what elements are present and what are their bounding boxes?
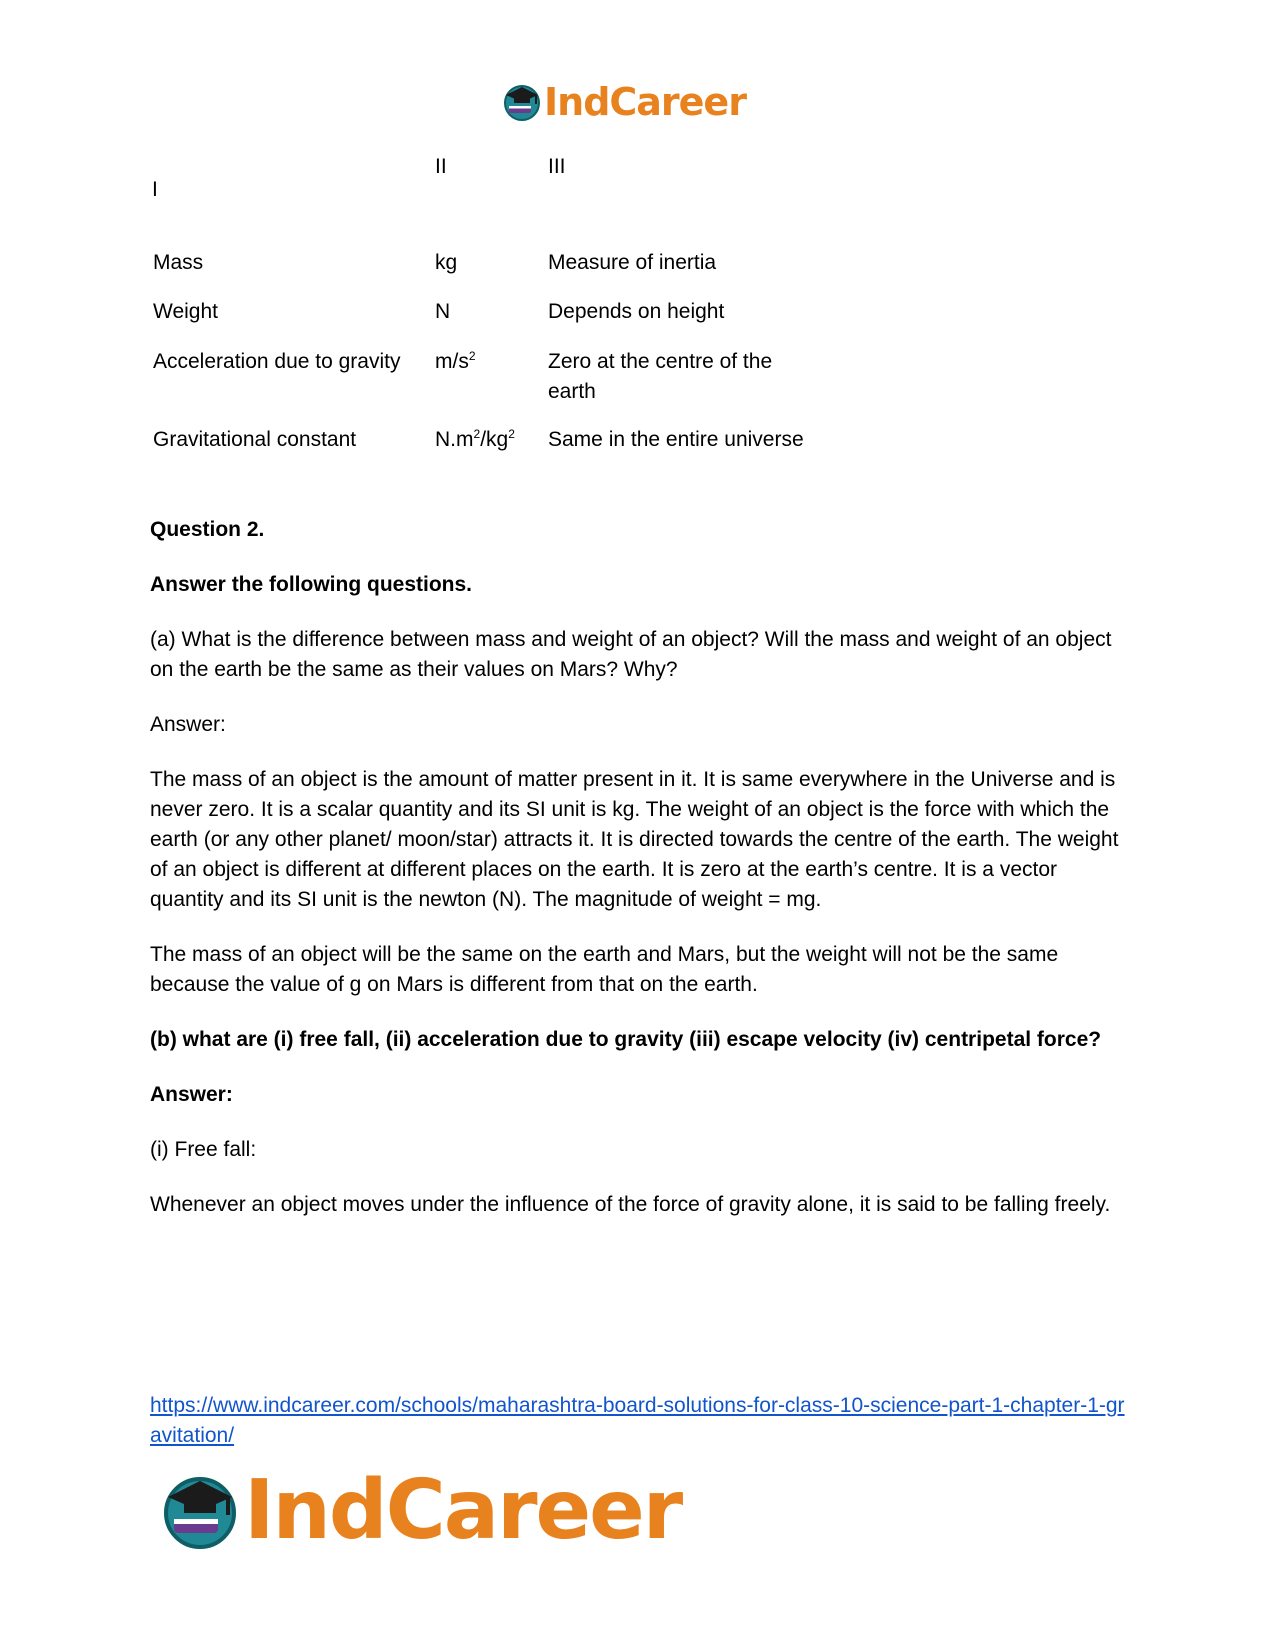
answer-paragraph: The mass of an object will be the same on the earth and Mars, but the weight will not be the same because the value of g on Mars is different from that on the earth. bbox=[150, 943, 1059, 996]
table-cell-unit: $m/s^2$ bbox=[435, 349, 476, 373]
question-a-text: (a) What is the difference between mass and weight of an object? Will the mass and weight of an object on the earth be the same as their values on Mars? Why? bbox=[150, 628, 1112, 681]
table-cell-unit: kg bbox=[435, 251, 458, 274]
table-cell-unit: N bbox=[435, 300, 451, 323]
answer-label: Answer: bbox=[150, 713, 226, 736]
table-cell-quantity: Weight bbox=[153, 300, 218, 323]
sub-answer-label: (i) Free fall: bbox=[150, 1138, 257, 1161]
table-cell-quantity: Acceleration due to gravity bbox=[153, 350, 401, 373]
table-cell-property: Depends on height bbox=[548, 300, 725, 323]
question-instruction: Answer the following questions. bbox=[150, 573, 473, 596]
table-cell-property: Measure of inertia bbox=[548, 251, 717, 274]
answer-label: Answer: bbox=[150, 1083, 233, 1106]
answer-paragraph: Whenever an object moves under the influence of the force of gravity alone, it is said to be falling freely. bbox=[150, 1193, 1111, 1216]
table-cell-quantity: Mass bbox=[153, 251, 204, 274]
logo-text: IndCareer bbox=[544, 80, 746, 124]
answer-paragraph: The mass of an object is the amount of matter present in it. It is same everywhere in the Universe and is never zero. It is a scalar quantity and its SI unit is kg. The weight of an object is the force with which the earth (or any other planet/ moon/star) attracts it. It is directed towards the centre of the earth. The weight of an object is different at different places on the earth. It is zero at the earth’s centre. It is a vector quantity and its SI unit is the newton (N). The magnitude of weight = mg. bbox=[150, 768, 1119, 911]
graduation-cap-globe-icon bbox=[502, 82, 542, 122]
table-header-col-1: I bbox=[152, 178, 158, 201]
question-b-text: (b) what are (i) free fall, (ii) acceleration due to gravity (iii) escape velocity (iv) centripetal force? bbox=[150, 1028, 1102, 1051]
table-cell-unit: $N.m^2/kg^2$ bbox=[435, 427, 515, 451]
graduation-cap-globe-icon bbox=[160, 1471, 240, 1551]
question-heading: Question 2. bbox=[150, 518, 265, 541]
table-header-col-3: III bbox=[548, 155, 566, 178]
document-body bbox=[150, 515, 1135, 1245]
header-logo bbox=[502, 80, 746, 124]
table-cell-property: Zero at the centre of the earth bbox=[548, 350, 773, 403]
table-cell-property: Same in the entire universe bbox=[548, 428, 804, 451]
logo-text: IndCareer bbox=[244, 1463, 682, 1558]
table-header-col-2: II bbox=[435, 155, 447, 178]
table-cell-quantity: Gravitational constant bbox=[153, 428, 357, 451]
footer-logo bbox=[160, 1463, 681, 1558]
source-url-link[interactable]: https://www.indcareer.com/schools/maharashtra-board-solutions-for-class-10-science-part-1-chapter-1-gravitation/ bbox=[150, 1394, 1125, 1447]
